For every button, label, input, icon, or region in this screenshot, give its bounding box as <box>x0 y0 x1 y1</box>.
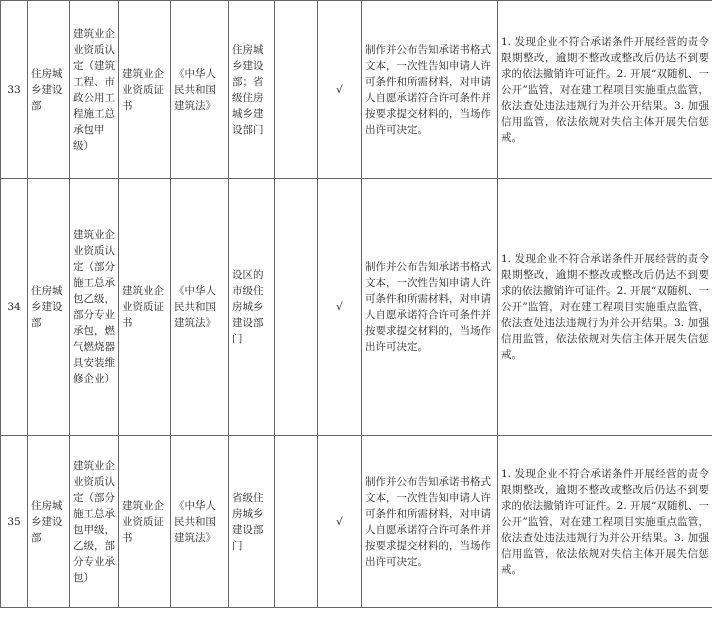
department-cell: 住房城乡建设部 <box>28 436 70 608</box>
certificate-cell: 建筑业企业资质证书 <box>119 179 171 436</box>
check-mark: √ <box>318 179 362 436</box>
empty-cell <box>275 436 318 608</box>
department-cell: 住房城乡建设部 <box>28 179 70 436</box>
check-mark: √ <box>318 436 362 608</box>
empty-cell <box>275 1 318 179</box>
permit-item-cell: 建筑业企业资质认定（建筑工程、市政公用工程施工总承包甲级） <box>70 1 119 179</box>
legal-basis-cell: 《中华人民共和国建筑法》 <box>171 1 229 179</box>
table-row <box>1 179 712 436</box>
supervision-measures-cell: 1. 发现企业不符合承诺条件开展经营的责令限期整改，逾期不整改或整改后仍达不到要求的依法撤销许可证件。2. 开展“双随机、一公开”监管，对在建工程项目实施重点监管，依法查处违法违规行为并公开结果。3. 加强信用监管，依法依规对失信主体开展失信惩戒。 <box>498 1 712 179</box>
approval-authority-cell: 设区的市级住房城乡建设部门 <box>229 179 275 436</box>
row-number: 34 <box>1 179 28 436</box>
row-number: 35 <box>1 436 28 608</box>
permit-item-cell: 建筑业企业资质认定（部分施工总承包乙级，部分专业承包，燃气燃烧器具安装维修企业） <box>70 179 119 436</box>
row-number: 33 <box>1 1 28 179</box>
check-mark: √ <box>318 1 362 179</box>
empty-cell <box>275 179 318 436</box>
legal-basis-cell: 《中华人民共和国建筑法》 <box>171 179 229 436</box>
certificate-cell: 建筑业企业资质证书 <box>119 436 171 608</box>
approval-authority-cell: 省级住房城乡建设部门 <box>229 436 275 608</box>
approval-authority-cell: 住房城乡建设部；省级住房城乡建设部门 <box>229 1 275 179</box>
permit-item-cell: 建筑业企业资质认定（部分施工总承包甲级，乙级，部分专业承包） <box>70 436 119 608</box>
reform-method-cell: 制作并公布告知承诺书格式文本，一次性告知申请人许可条件和所需材料，对申请人自愿承诺符合许可条件并按要求提交材料的，当场作出许可决定。 <box>362 1 498 179</box>
legal-basis-cell: 《中华人民共和国建筑法》 <box>171 436 229 608</box>
certificate-cell: 建筑业企业资质证书 <box>119 1 171 179</box>
table-row <box>1 1 712 179</box>
table-row <box>1 436 712 608</box>
department-cell: 住房城乡建设部 <box>28 1 70 179</box>
supervision-measures-cell: 1. 发现企业不符合承诺条件开展经营的责令限期整改，逾期不整改或整改后仍达不到要求的依法撤销许可证件。2. 开展“双随机、一公开”监管，对在建工程项目实施重点监管，依法查处违法违规行为并公开结果。3. 加强信用监管，依法依规对失信主体开展失信惩戒。 <box>498 436 712 608</box>
reform-method-cell: 制作并公布告知承诺书格式文本，一次性告知申请人许可条件和所需材料，对申请人自愿承诺符合许可条件并按要求提交材料的，当场作出许可决定。 <box>362 179 498 436</box>
reform-method-cell: 制作并公布告知承诺书格式文本，一次性告知申请人许可条件和所需材料，对申请人自愿承诺符合许可条件并按要求提交材料的，当场作出许可决定。 <box>362 436 498 608</box>
supervision-measures-cell: 1. 发现企业不符合承诺条件开展经营的责令限期整改，逾期不整改或整改后仍达不到要求的依法撤销许可证件。2. 开展“双随机、一公开”监管，对在建工程项目实施重点监管，依法查处违法违规行为并公开结果。3. 加强信用监管，依法依规对失信主体开展失信惩戒。 <box>498 179 712 436</box>
